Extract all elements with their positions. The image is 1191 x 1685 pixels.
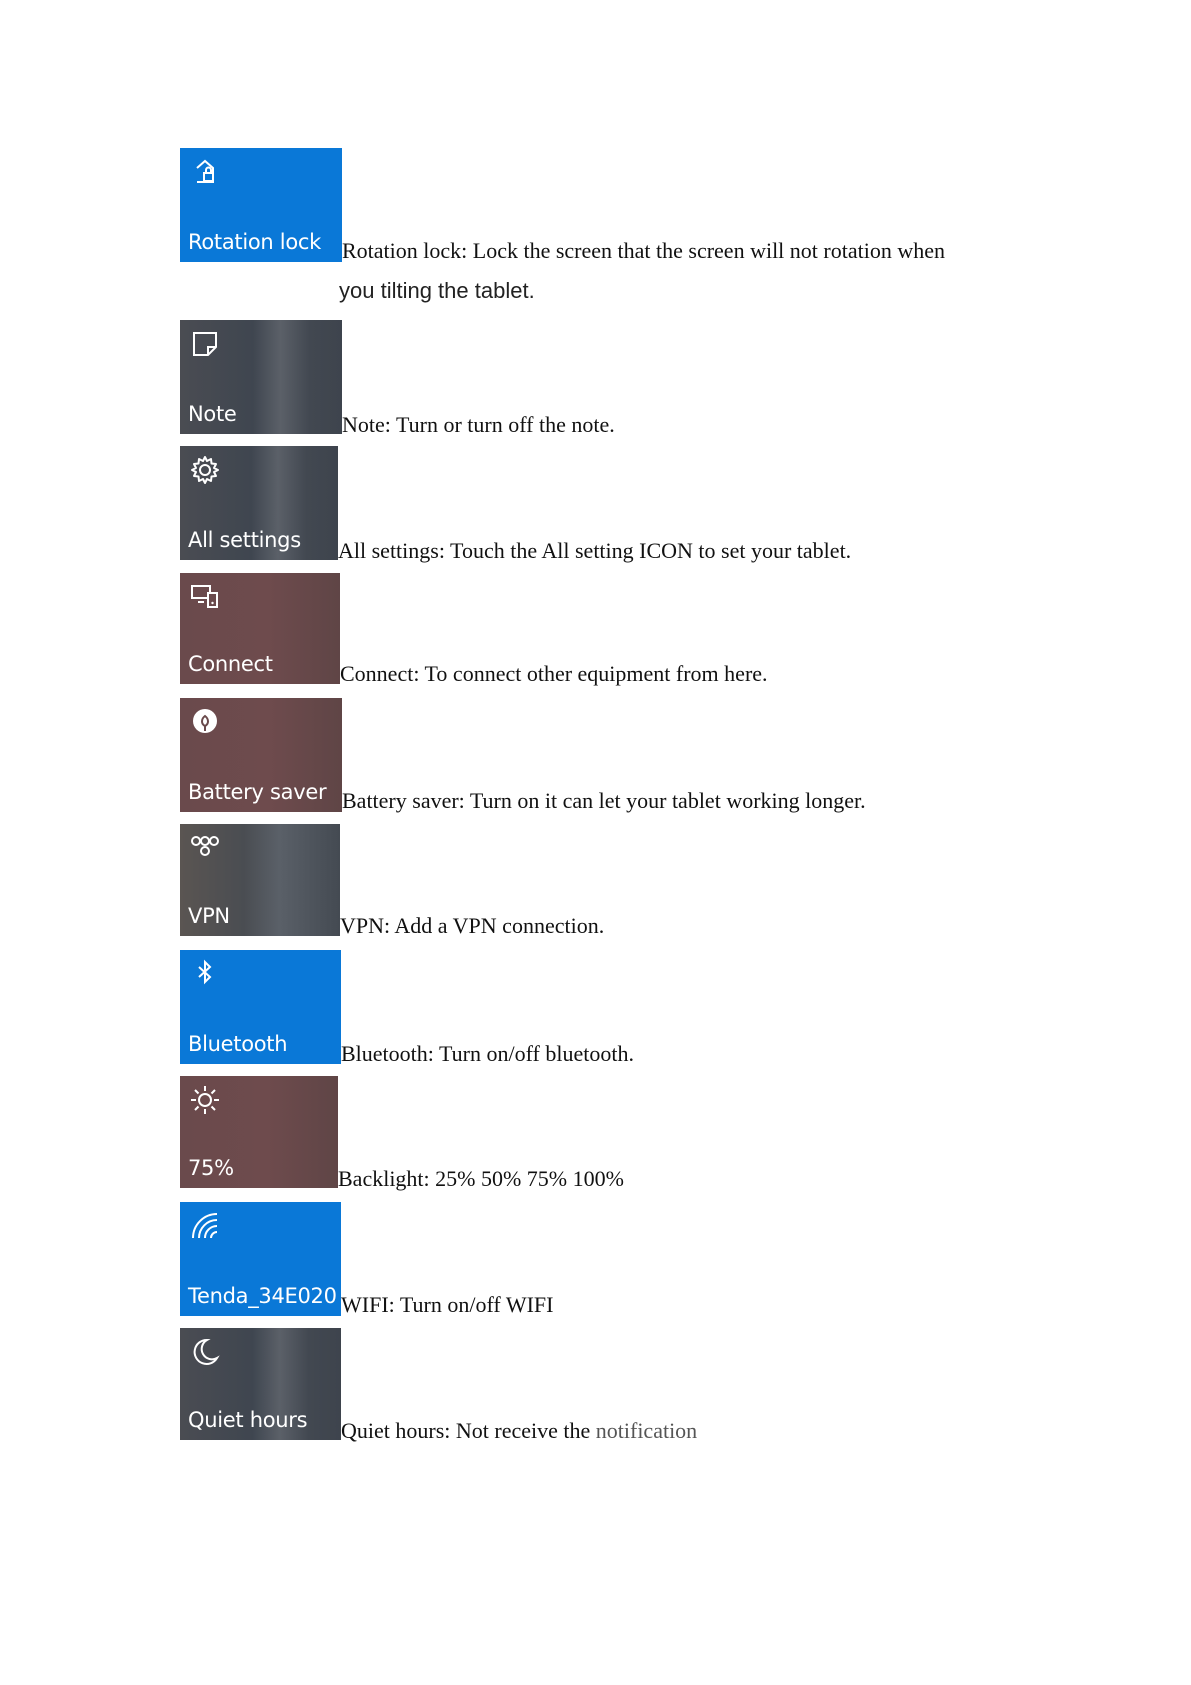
description: Bluetooth: Turn on/off bluetooth.	[341, 1041, 634, 1066]
bluetooth-icon	[189, 958, 221, 990]
battery-saver-tile[interactable]	[180, 698, 342, 812]
gear-icon	[189, 454, 221, 486]
description: Battery saver: Turn on it can let your tablet working longer.	[342, 788, 866, 813]
bluetooth-tile[interactable]	[180, 950, 341, 1064]
battery-saver-icon	[189, 706, 221, 738]
description: Connect: To connect other equipment from here.	[340, 661, 768, 686]
wifi-tile[interactable]	[180, 1202, 341, 1316]
description-continued: you tilting the tablet.	[339, 278, 535, 303]
tile-label: Connect	[188, 652, 273, 676]
tile-label: Bluetooth	[188, 1032, 288, 1056]
moon-icon	[189, 1336, 221, 1368]
tile-label: Quiet hours	[188, 1408, 308, 1432]
description: Backlight: 25% 50% 75% 100%	[338, 1166, 624, 1191]
connect-tile[interactable]	[180, 573, 340, 684]
rotation-lock-tile[interactable]	[180, 148, 342, 262]
vpn-tile[interactable]	[180, 824, 340, 936]
tile-label: VPN	[188, 904, 230, 928]
all-settings-tile[interactable]	[180, 446, 338, 560]
tile-label: All settings	[188, 528, 301, 552]
quiet-hours-tile[interactable]	[180, 1328, 341, 1440]
tile-label: Note	[188, 402, 237, 426]
note-tile[interactable]	[180, 320, 342, 434]
rotation-lock-icon	[189, 156, 221, 188]
tile-label: 75%	[188, 1156, 234, 1180]
description: WIFI: Turn on/off WIFI	[341, 1292, 554, 1317]
tile-label: Battery saver	[188, 780, 327, 804]
description-main: Quiet hours: Not receive the	[341, 1418, 596, 1443]
description	[341, 1418, 697, 1444]
brightness-icon	[189, 1084, 221, 1116]
brightness-tile[interactable]	[180, 1076, 338, 1188]
description: VPN: Add a VPN connection.	[340, 913, 605, 938]
connect-icon	[189, 581, 221, 613]
tile-label: Rotation lock	[188, 230, 321, 254]
wifi-icon	[189, 1210, 221, 1242]
description: Rotation lock: Lock the screen that the screen will not rotation when	[342, 238, 945, 263]
vpn-icon	[189, 832, 221, 864]
note-icon	[189, 328, 221, 360]
tile-label: Tenda_34E020	[188, 1284, 337, 1308]
description: Note: Turn or turn off the note.	[342, 412, 615, 437]
description: All settings: Touch the All setting ICON to set your tablet.	[338, 538, 852, 563]
description-tail: notification	[595, 1418, 698, 1443]
